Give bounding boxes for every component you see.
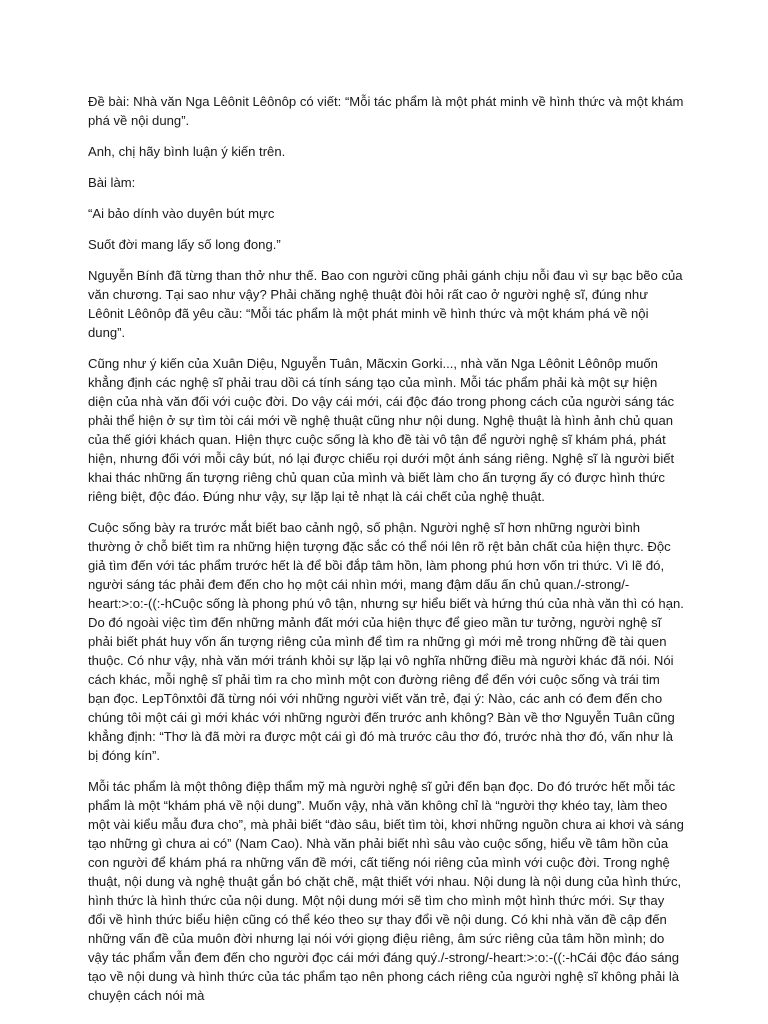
quote-line-2: Suốt đời mang lấy số long đong.” xyxy=(88,237,281,252)
instruction-paragraph: Anh, chị hãy bình luận ý kiến trên. xyxy=(88,144,286,159)
body-paragraph-2: Cũng như ý kiến của Xuân Diệu, Nguyễn Tuân, Mãcxin Gorki..., nhà văn Nga Lêônit Lêônôp muốn khẳng định các nghệ sĩ phải trau dồi cá tính sáng tạo của mình. Mỗi tác phẩm phải kà một sự hiện diện của nhà văn đối với cuộc đời. Do vậy cái mới, cái độc đáo trong phong cách của người sáng tác phải thể hiện ở sự tìm tòi cái mới về nghệ thuật cũng như nội dung. Nghệ thuật là hình ảnh chủ quan của thế giới khách quan. Hiện thực cuộc sống là kho đề tài vô tận để người nghệ sĩ khám phá, phát hiện, nhưng đối với mỗi cây bút, nó lại được chiếu rọi dưới một ánh sáng riêng. Nghệ sĩ là người biết khai thác những ấn tượng riêng chủ quan của mình và biết làm cho ấn tượng ấy có được hình thức riêng biệt, độc đáo. Đúng như vậy, sự lặp lại tẻ nhạt là cái chết của nghệ thuật. xyxy=(88,356,675,504)
body-paragraph-4: Mỗi tác phẩm là một thông điệp thẩm mỹ mà người nghệ sĩ gửi đến bạn đọc. Do đó trước hết mỗi tác phẩm là một “khám phá về nội dung”. Muốn vậy, nhà văn không chỉ là “người thợ khéo tay, làm theo một vài kiểu mẫu đưa cho”, mà phải biết “đào sâu, biết tìm tòi, khơi những nguồn chưa ai khơi và sáng tạo những gì chưa ai có” (Nam Cao). Nhà văn phải biết nhì sâu vào cuộc sống, hiểu về tâm hồn của con người để khám phá ra những vấn đề mới, cất tiếng nói riêng của mình với cuộc đời. Trong nghệ thuật, nội dung và nghệ thuật gắn bó chặt chẽ, mật thiết với nhau. Nội dung là nội dung của hình thức, hình thức là hình thức của nội dung. Một nội dung mới sẽ tìm cho mình một hình thức mới. Sự thay đổi về hình thức biểu hiện cũng có thể kéo theo sự thay đổi về nội dung. Có khi nhà văn đề cập đến những vấn đề của muôn đời nhưng lại nói với giọng điệu riêng, âm sức riêng của tâm hồn mình; do vậy tác phẩm vẫn đem đến cho người đọc cái mới đáng quý./-strong/-heart:>:o:-((:-hCái độc đáo sáng tạo về nội dung và hình thức của tác phẩm tạo nên phong cách riêng của người nghệ sĩ không phải là chuyện cách nói mà xyxy=(88,779,684,1003)
prompt-paragraph: Đề bài: Nhà văn Nga Lêônit Lêônôp có viết: “Mỗi tác phẩm là một phát minh về hình thức và một khám phá về nội dung”. xyxy=(88,94,684,128)
quote-line-1: “Ai bảo dính vào duyên bút mực xyxy=(88,206,275,221)
document-page xyxy=(88,92,684,1017)
body-paragraph-1: Nguyễn Bính đã từng than thở như thế. Bao con người cũng phải gánh chịu nỗi đau vì sự bạc bẽo của văn chương. Tại sao như vậy? Phải chăng nghệ thuật đòi hỏi rất cao ở người nghệ sĩ, đúng như Lêônit Lêônôp đã yêu cầu: “Mỗi tác phẩm là một phát minh về hình thức và một khám phá về nội dung”. xyxy=(88,268,683,340)
essay-heading: Bài làm: xyxy=(88,175,136,190)
body-paragraph-3: Cuộc sống bày ra trước mắt biết bao cảnh ngộ, số phận. Người nghệ sĩ hơn những người bình thường ở chỗ biết tìm ra những hiện tượng đặc sắc có thể nói lên rõ rệt bản chất của hiện thực. Độc giả tìm đến với tác phẩm trước hết là để bồi đắp tâm hồn, làm phong phú hơn vốn tri thức. Vì lẽ đó, người sáng tác phải đem đến cho họ một cái nhìn mới, mang đậm dấu ấn chủ quan./-strong/-heart:>:o:-((:-hCuộc sống là phong phú vô tận, nhưng sự hiểu biết và hứng thú của nhà văn thì có hạn. Do đó ngoài việc tìm đến những mảnh đất mới của hiện thực để gieo mần tư tưởng, người nghệ sĩ phải biết phát huy vốn ấn tượng riêng của mình để tìm ra những gì mới mẻ trong những đề tài quen thuộc. Có như vậy, nhà văn mới tránh khỏi sự lặp lại vô nghĩa những điều mà người khác đã nói. Nói cách khác, mỗi nghệ sĩ phải tìm ra cho mình một con đường riêng để đến với cuộc sống và trái tim bạn đọc. LepTônxtôi đã từng nói với những người viết văn trẻ, đại ý: Nào, các anh có đem đến cho chúng tôi một cái gì mới khác với những người đến trước anh không? Bàn về thơ Nguyễn Tuân cũng khẳng định: “Thơ là đã mời ra được một cái gì đó mà trước câu thơ đó, trước nhà thơ đó, vấn như là bị đóng kín”. xyxy=(88,520,684,763)
